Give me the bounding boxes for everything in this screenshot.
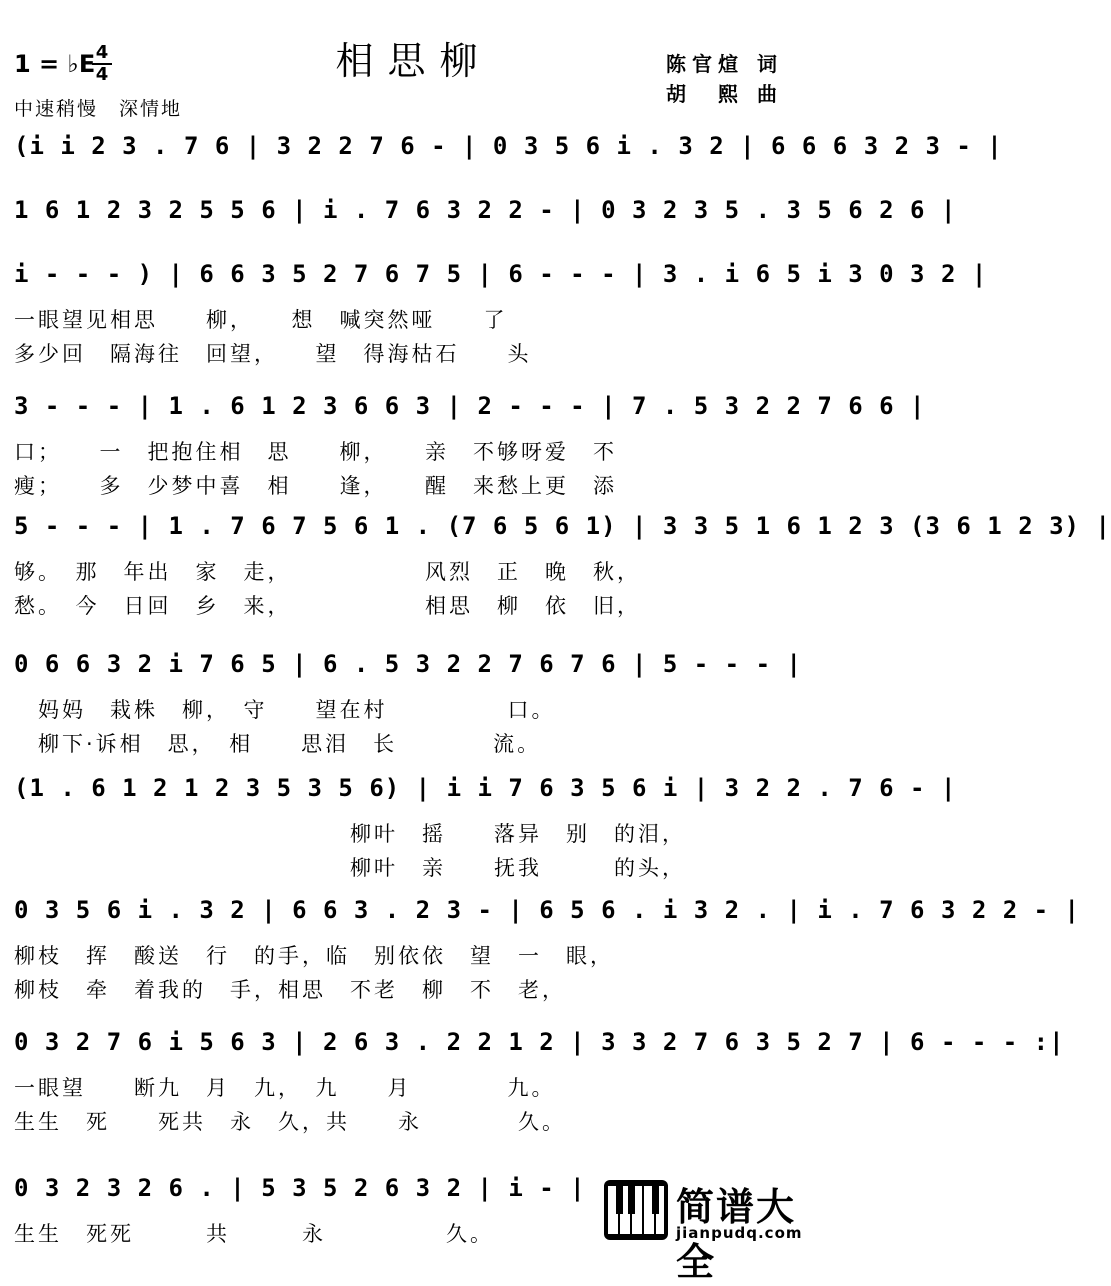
lyric-line: 口； 一 把抱住相 思 柳， 亲 不够呀爱 不 — [14, 440, 617, 464]
notation-row: (i i 2 3 . 7 6 | 3 2 2 7 6 - | 0 3 5 6 i . 3 2 | 6 6 6 3 2 3 - | — [14, 132, 1003, 160]
lyric-line: 一眼望 断九 月 九， 九 月 九。 — [14, 1076, 556, 1100]
lyric-line: 一眼望见相思 柳， 想 喊突然哑 了 — [14, 308, 508, 332]
composer-credit: 胡 熙 曲 — [666, 82, 783, 106]
notation-row: (1 . 6 1 2 1 2 3 5 3 5 6) | i i 7 6 3 5 6 i | 3 2 2 . 7 6 - | — [14, 774, 957, 802]
lyric-line: 够。 那 年出 家 走， 风烈 正 晚 秋， — [14, 560, 641, 584]
lyric-line: 多少回 隔海往 回望， 望 得海枯石 头 — [14, 342, 532, 366]
notation-row: i - - - ) | 6 6 3 5 2 7 6 7 5 | 6 - - - | 3 . i 6 5 i 3 0 3 2 | — [14, 260, 988, 288]
lyric-line: 柳下·诉相 思， 相 思泪 长 流。 — [14, 732, 542, 756]
meter-top: 4 — [95, 42, 109, 63]
logo-url: jianpudq.com — [676, 1224, 803, 1242]
notation-row: 0 6 6 3 2 i 7 6 5 | 6 . 5 3 2 2 7 6 7 6 | 5 - - - | — [14, 650, 802, 678]
lyric-line: 柳叶 亲 抚我 的头， — [14, 856, 686, 880]
time-signature — [92, 44, 112, 84]
notation-row: 0 3 2 7 6 i 5 6 3 | 2 6 3 . 2 2 1 2 | 3 3 2 7 6 3 5 2 7 | 6 - - - :| — [14, 1028, 1065, 1056]
lyric-line: 愁。 今 日回 乡 来， 相思 柳 依 旧， — [14, 594, 641, 618]
site-logo — [604, 1176, 820, 1284]
song-title: 相思柳 — [335, 39, 492, 83]
piano-icon — [604, 1180, 668, 1240]
notation-row: 0 3 5 6 i . 3 2 | 6 6 3 . 2 3 - | 6 5 6 . i 3 2 . | i . 7 6 3 2 2 - | — [14, 896, 1080, 924]
notation-row: 0 3 2 3 2 6 . | 5 3 5 2 6 3 2 | i - | — [14, 1174, 586, 1202]
notation-row: 1 6 1 2 3 2 5 5 6 | i . 7 6 3 2 2 - | 0 3 2 3 5 . 3 5 6 2 6 | — [14, 196, 957, 224]
lyric-line: 妈妈 栽株 柳， 守 望在村 口。 — [14, 698, 556, 722]
lyric-line: 瘦； 多 少梦中喜 相 逢， 醒 来愁上更 添 — [14, 474, 617, 498]
meter-bottom: 4 — [95, 64, 109, 85]
lyric-line: 生生 死 死共 永 久，共 永 久。 — [14, 1110, 566, 1134]
lyric-line: 生生 死死 共 永 久。 — [14, 1222, 494, 1246]
notation-row: 3 - - - | 1 . 6 1 2 3 6 6 3 | 2 - - - | 7 . 5 3 2 2 7 6 6 | — [14, 392, 926, 420]
lyric-line: 柳枝 牵 着我的 手，相思 不老 柳 不 老， — [14, 978, 566, 1002]
tempo-marking: 中速稍慢 深情地 — [14, 98, 183, 120]
logo-text: 简谱大全 — [676, 1185, 797, 1284]
notation-row: 5 - - - | 1 . 7 6 7 5 6 1 . (7 6 5 6 1) | 3 3 5 1 6 1 2 3 (3 6 1 2 3) | — [14, 512, 1111, 540]
lyricist-credit: 陈官煊 词 — [666, 52, 783, 76]
key-signature: 1 = ♭E — [14, 50, 96, 78]
lyric-line: 柳叶 摇 落异 别 的泪， — [14, 822, 686, 846]
lyric-line: 柳枝 挥 酸送 行 的手，临 别依依 望 一 眼， — [14, 944, 614, 968]
